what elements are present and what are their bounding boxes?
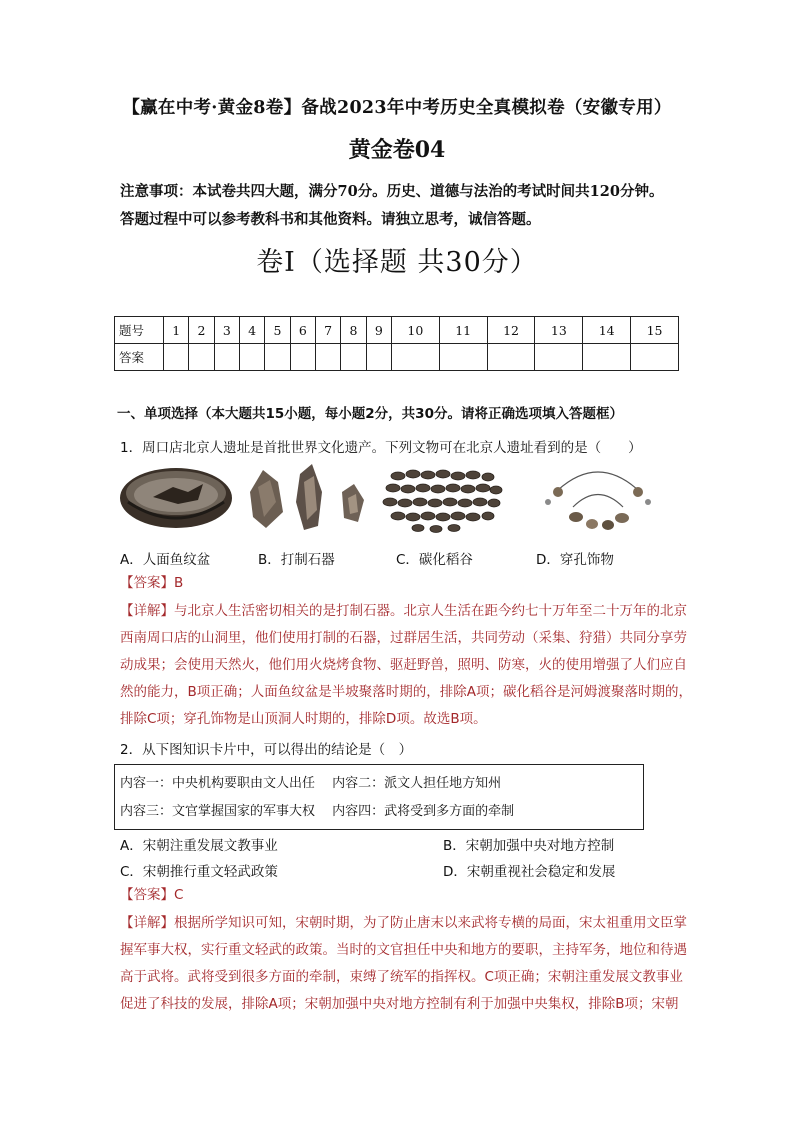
q2-explain-line: 高于武将。武将受到很多方面的牵制，束缚了统军的指挥权。C项正确；宋朝注重发展文教事业 [120,969,683,985]
q2-option-a[interactable]: A．宋朝注重发展文教事业 [120,838,278,854]
carbonized-rice-image [383,470,502,533]
answer-cell[interactable] [214,344,239,371]
table-cell-number: 5 [265,317,290,344]
table-label-answer: 答案 [115,344,164,371]
table-cell-number: 11 [439,317,487,344]
table-cell-number: 7 [315,317,340,344]
q2-card-line: 内容一：中央机构要职由文人出任 内容二：派文人担任地方知州 [120,776,502,791]
q1-option-c[interactable]: C．碳化稻谷 [396,552,473,568]
q1-option-b[interactable]: B．打制石器 [258,552,335,568]
answer-cell[interactable] [164,344,189,371]
table-label-number: 题号 [115,317,164,344]
paper-subtitle: 黄金卷04 [348,137,446,163]
answer-cell[interactable] [631,344,679,371]
q2-explain-line: 促进了科技的发展，排除A项；宋朝加强中央对地方控制有利于加强中央集权，排除B项；宋朝 [120,996,679,1012]
answer-table [114,316,679,371]
answer-cell[interactable] [439,344,487,371]
q1-explain-line: 【详解】与北京人生活密切相关的是打制石器。北京人生活在距今约七十万年至二十万年的北京 [120,603,687,619]
q2-explain-line: 握军事大权，实行重文轻武的政策。当时的文官担任中央和地方的要职，主持军务，地位和待遇 [120,942,687,958]
answer-cell[interactable] [535,344,583,371]
answer-cell[interactable] [189,344,214,371]
table-cell-number: 14 [583,317,631,344]
q1-artifacts-illustration [118,462,718,540]
table-cell-number: 4 [239,317,264,344]
answer-table-answer-row [115,344,679,371]
part-heading: 一、单项选择（本大题共15小题，每小题2分，共30分。请将正确选项填入答题框） [117,406,623,422]
table-cell-number: 10 [391,317,439,344]
answer-table-number-row [115,317,679,344]
painted-pottery-basin-image [120,468,232,528]
q1-answer: 【答案】B [120,575,184,591]
notice-line-1: 注意事项：本试卷共四大题，满分70分。历史、道德与法治的考试时间共120分钟。 [120,183,664,200]
q2-option-d[interactable]: D．宋朝重视社会稳定和发展 [443,864,616,880]
answer-cell[interactable] [265,344,290,371]
q2-answer: 【答案】C [120,887,184,903]
q1-explain-line: 然的能力，B项正确；人面鱼纹盆是半坡聚落时期的，排除A项；碳化稻谷是河姆渡聚落时期的， [120,684,692,700]
q2-card-line: 内容三：文官掌握国家的军事大权 内容四：武将受到多方面的牵制 [120,804,515,819]
answer-cell[interactable] [315,344,340,371]
table-cell-number: 1 [164,317,189,344]
table-cell-number: 3 [214,317,239,344]
notice-line-2: 答题过程中可以参考教科书和其他资料。请独立思考，诚信答题。 [120,211,541,228]
q2-explain-line: 【详解】根据所学知识可知，宋朝时期，为了防止唐末以来武将专横的局面，宋太祖重用文臣掌 [120,915,687,931]
exam-title: 【赢在中考·黄金8卷】备战2023年中考历史全真模拟卷（安徽专用） [122,98,672,118]
q1-option-d[interactable]: D．穿孔饰物 [536,552,614,568]
q2-option-b[interactable]: B．宋朝加强中央对地方控制 [443,838,615,854]
answer-cell[interactable] [341,344,366,371]
answer-cell[interactable] [290,344,315,371]
table-cell-number: 2 [189,317,214,344]
table-cell-number: 9 [366,317,391,344]
table-cell-number: 13 [535,317,583,344]
q2-option-c[interactable]: C．宋朝推行重文轻武政策 [120,864,278,880]
answer-cell[interactable] [391,344,439,371]
answer-cell[interactable] [239,344,264,371]
q1-explain-line: 西南周口店的山洞里，他们使用打制的石器，过群居生活，共同劳动（采集、狩猎）共同分享劳 [120,630,687,646]
q1-explain-line: 动成果；会使用天然火，他们用火烧烤食物、驱赶野兽，照明、防寒，火的使用增强了人们应自 [120,657,687,673]
answer-cell[interactable] [366,344,391,371]
chipped-stone-tools-image [250,464,364,530]
table-cell-number: 6 [290,317,315,344]
table-cell-number: 8 [341,317,366,344]
table-cell-number: 12 [487,317,535,344]
q2-stem: 2．从下图知识卡片中，可以得出的结论是（ ） [120,742,413,758]
section-title: 卷Ⅰ（选择题 共30分） [256,247,538,278]
answer-cell[interactable] [487,344,535,371]
perforated-ornaments-image [545,472,651,530]
answer-cell[interactable] [583,344,631,371]
q1-option-a[interactable]: A．人面鱼纹盆 [120,552,211,568]
q1-explain-line: 排除C项；穿孔饰物是山顶洞人时期的，排除D项。故选B项。 [120,711,487,727]
table-cell-number: 15 [631,317,679,344]
q1-stem: 1．周口店北京人遗址是首批世界文化遗产。下列文物可在北京人遗址看到的是（ ） [120,440,642,456]
